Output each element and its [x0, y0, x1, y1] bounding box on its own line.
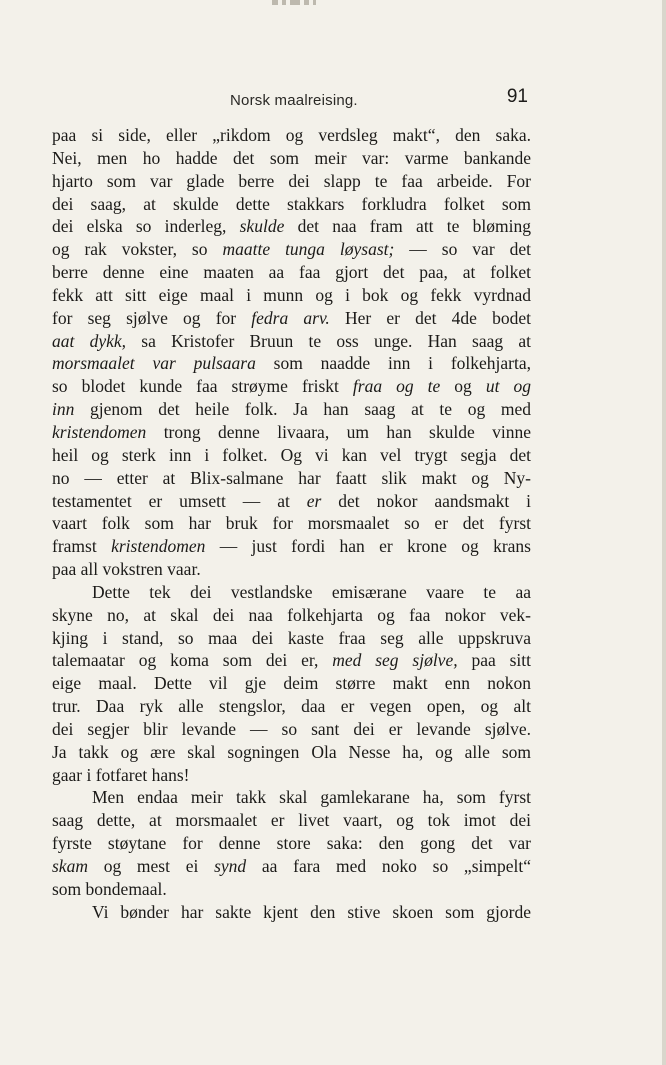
text-segment: paa sitt [457, 650, 531, 671]
text-segment: Vi bønder har sakte kjent den stive skoen som gjorde [92, 901, 531, 922]
text-line [52, 627, 531, 650]
text-segment: Dette tek dei vestlandske emisærane vaare te aa [92, 581, 531, 602]
text-line [52, 284, 531, 307]
text-segment: Men endaa meir takk skal gamlekarane ha, som fyrst [92, 787, 531, 808]
text-line [52, 147, 531, 170]
text-line [52, 809, 531, 832]
text-segment: saag dette, at morsmaalet er livet vaart, og tok imot dei [52, 810, 531, 831]
text-segment: berre denne eine maaten aa faa gjort det paa, at folket [52, 262, 531, 283]
text-segment: fyrste støytane for denne store saka: den gong det var [52, 833, 531, 854]
text-segment: som bondemaal. [52, 878, 167, 899]
italic-text: med seg sjølve, [332, 650, 458, 671]
text-line [52, 672, 531, 695]
text-segment: som naadde inn i folkehjarta, [255, 353, 531, 374]
text-line [52, 512, 531, 535]
scan-artifact-marks [272, 0, 352, 6]
italic-text: maatte tunga løysast; [222, 239, 395, 260]
text-line [52, 535, 531, 558]
italic-text: kristendomen [111, 536, 206, 557]
text-segment: vaart folk som har bruk for morsmaalet so er det fyrst [52, 513, 531, 534]
text-segment: eige maal. Dette vil gje deim større makt enn nokon [52, 673, 531, 694]
text-line [52, 718, 531, 741]
text-line [52, 764, 531, 787]
text-segment: paa si side, eller „rikdom og verdsleg makt“, den saka. [52, 125, 531, 145]
italic-text: morsmaalet var pulsaara [52, 353, 256, 374]
text-line [52, 421, 531, 444]
text-segment: hjarto som var glade berre dei slapp te faa arbeide. For [52, 170, 531, 191]
text-segment: og mest ei [87, 856, 215, 876]
text-segment: kjing i stand, so maa dei kaste fraa seg alle uppskruva [52, 627, 531, 648]
text-line [52, 352, 531, 375]
italic-text: ut og [485, 376, 531, 397]
text-line [52, 558, 531, 581]
text-line [52, 695, 531, 718]
italic-text: er [306, 490, 322, 511]
text-line [52, 261, 531, 284]
text-line [52, 741, 531, 764]
text-line [52, 490, 531, 513]
italic-text: skulde [239, 216, 285, 237]
text-line [52, 855, 531, 878]
text-line [52, 398, 531, 421]
text-segment: framst [52, 536, 112, 557]
text-line [52, 193, 531, 216]
text-segment: det nokor aandsmakt i [321, 490, 531, 511]
text-segment: paa all vokstren vaar. [52, 559, 201, 580]
text-segment: dei saag, at skulde dette stakkars forkludra folket som [52, 193, 531, 214]
text-line [52, 581, 531, 604]
italic-text: aat dykk, [52, 330, 127, 351]
italic-text: fedra arv. [251, 307, 330, 328]
text-segment: trong denne livaara, um han skulde vinne [146, 421, 531, 442]
text-line [52, 170, 531, 193]
text-line [52, 901, 531, 924]
text-segment: — just fordi han er krone og krans [205, 536, 531, 557]
text-line [52, 238, 531, 261]
text-line [52, 124, 531, 147]
text-segment: no — etter at Blix-salmane har faatt slik makt og Ny- [52, 467, 531, 488]
text-line [52, 444, 531, 467]
text-line [52, 649, 531, 672]
page-edge [662, 0, 666, 1065]
text-line [52, 832, 531, 855]
running-title: Norsk maalreising. [230, 92, 358, 109]
running-head [52, 86, 530, 112]
text-segment: Ja takk og ære skal sogningen Ola Nesse ha, og alle som [52, 741, 531, 762]
text-segment: sa Kristofer Bruun te oss unge. Han saag at [126, 330, 531, 351]
text-line [52, 604, 531, 627]
text-segment: gjenom det heile folk. Ja han saag at te og med [74, 399, 531, 420]
page-number: 91 [506, 86, 528, 107]
text-segment: testamentet er umsett — at [52, 490, 307, 511]
text-segment: gaar i fotfaret hans! [52, 764, 190, 785]
italic-text: kristendomen [52, 421, 147, 442]
text-segment: so blodet kunde faa strøyme friskt [52, 376, 353, 397]
text-segment: og rak vokster, so [52, 239, 223, 260]
text-line [52, 375, 531, 398]
text-line [52, 878, 531, 901]
text-segment: — so var det [394, 239, 531, 260]
text-segment: heil og sterk inn i folket. Og vi kan vel trygt segja det [52, 444, 531, 465]
text-segment: dei segjer blir levande — so sant dei er levande sjølve. [52, 718, 531, 739]
italic-text: skam [52, 856, 88, 876]
text-segment: og [440, 376, 486, 397]
text-line [52, 467, 531, 490]
text-segment: trur. Daa ryk alle stengslor, daa er vegen open, og alt [52, 696, 531, 717]
text-segment: Nei, men ho hadde det som meir var: varme bankande [52, 147, 531, 168]
text-segment: dei elska so inderleg, [52, 216, 240, 237]
text-segment: skyne no, at skal dei naa folkehjarta og faa nokor vek- [52, 604, 531, 625]
text-line [52, 307, 531, 330]
text-segment: fekk att sitt eige maal i munn og i bok og fekk vyrdnad [52, 284, 531, 305]
italic-text: synd [214, 856, 247, 876]
body-text [52, 124, 531, 924]
text-segment: det naa fram att te bløming [284, 216, 532, 237]
italic-text: inn [52, 399, 75, 420]
italic-text: fraa og te [352, 376, 441, 397]
text-line [52, 330, 531, 353]
text-segment: for seg sjølve og for [52, 307, 252, 328]
text-line [52, 786, 531, 809]
text-line [52, 215, 531, 238]
text-segment: talemaatar og koma som dei er, [52, 650, 333, 671]
text-segment: Her er det 4de bodet [329, 307, 531, 328]
text-segment: aa fara med noko so „simpelt“ [246, 856, 531, 876]
